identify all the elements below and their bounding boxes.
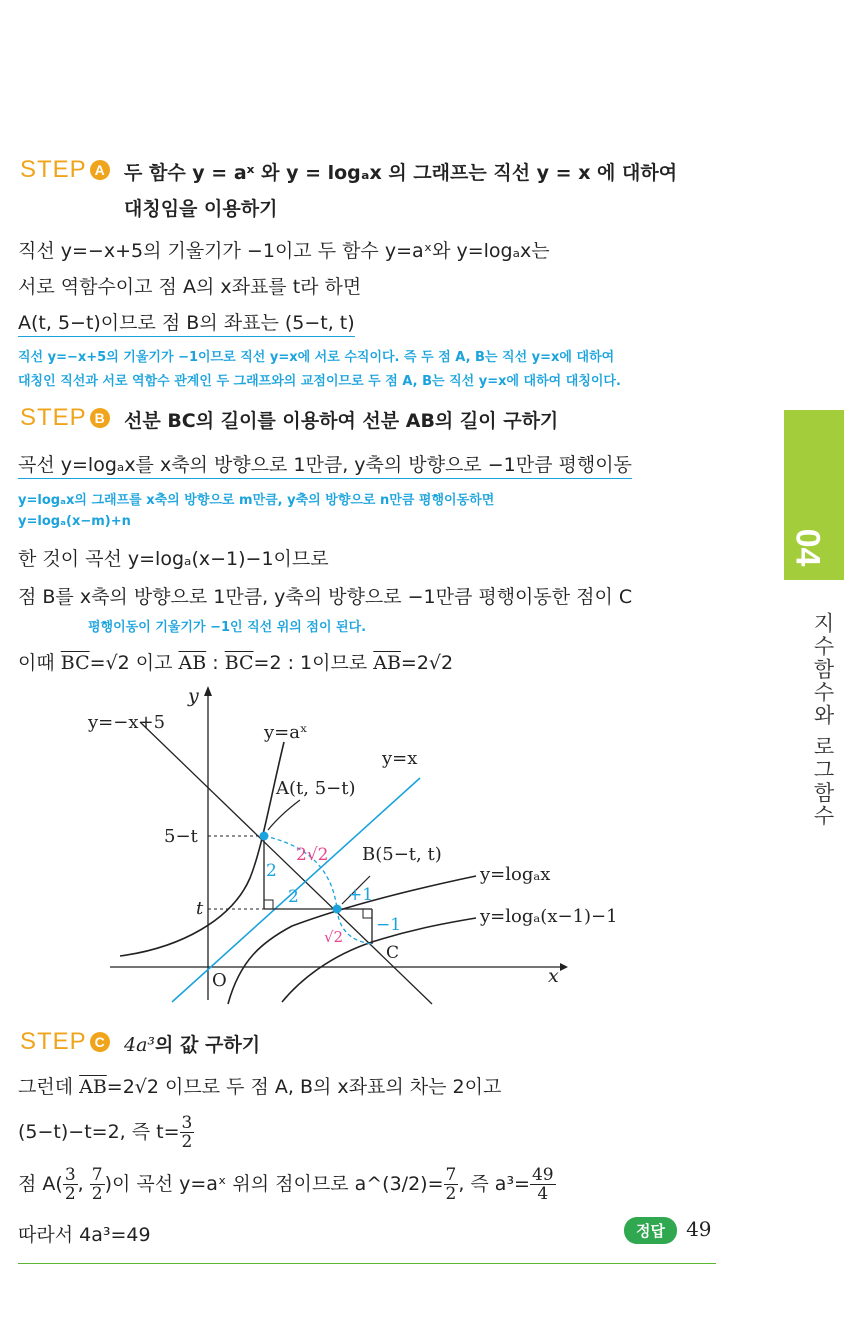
segment-ab: $\overline{AB}$ <box>178 652 207 674</box>
segment-bc: $\overline{BC}$ <box>60 652 90 674</box>
shifted-log-curve-label: y=logₐ(x−1)−1 <box>480 906 618 927</box>
line4-mid2: =2 : 1이므로 <box>253 652 374 674</box>
chapter-number: 04 <box>788 528 827 567</box>
segment-vertical-length: 2 <box>266 861 277 881</box>
step-b-note3: 평행이동이 기울기가 −1인 직선 위의 점이 된다. <box>88 620 367 635</box>
step-c-line1 <box>18 1072 501 1099</box>
line4-mid1: =√2 이고 <box>89 652 179 674</box>
answer-box <box>624 1217 712 1244</box>
segment-ab-length: 2√2 <box>296 845 329 865</box>
tick-5-minus-t: 5−t <box>164 826 198 847</box>
step-b-line1-text: 곡선 y=logₐx를 x축의 방향으로 1만큼, y축의 방향으로 −1만큼 평행이동 <box>18 454 632 479</box>
right-angle-mark-2 <box>363 909 372 918</box>
origin-label: O <box>212 970 227 991</box>
segment-plus-one: +1 <box>348 885 374 905</box>
bottom-divider <box>18 1263 716 1264</box>
segment-minus-one: −1 <box>376 915 402 935</box>
step-b-note1: y=logₐx의 그래프를 x축의 방향으로 m만큼, y축의 방향으로 n만큼 평행이동하면 <box>18 493 495 508</box>
fraction-seven-halves-den: 2 <box>445 1184 457 1204</box>
step-a-badge: A <box>90 160 110 180</box>
step-c-line4: 따라서 4a³=49 <box>18 1224 151 1246</box>
step-c-line2 <box>18 1114 194 1151</box>
step-b-line3: 점 B를 x축의 방향으로 1만큼, y축의 방향으로 −1만큼 평행이동한 점이 C <box>18 586 633 608</box>
step-c-title <box>124 1030 260 1057</box>
step-a-heading <box>20 156 110 184</box>
c-line1-rest: =2√2 이므로 두 점 A, B의 x좌표의 차는 2이고 <box>106 1076 502 1098</box>
fraction-seven-halves-num: 7 <box>445 1165 457 1185</box>
fraction-a-y-den: 2 <box>91 1184 103 1204</box>
line-neg-x-plus-5-label: y=−x+5 <box>88 712 166 733</box>
fraction-t-den: 2 <box>181 1132 193 1152</box>
arrow-to-a <box>268 800 300 830</box>
line4-end: =2√2 <box>400 652 454 674</box>
c-segment-ab: $\overline{AB}$ <box>79 1076 107 1098</box>
step-a-note1: 직선 y=−x+5의 기울기가 −1이므로 직선 y=x에 서로 수직이다. 즉 두 점 A, B는 직선 y=x에 대하여 <box>18 350 615 365</box>
step-c-title-text: 의 값 구하기 <box>155 1034 261 1056</box>
chapter-title: 지수함수와 로그함수 <box>811 612 835 828</box>
step-a-line1: 직선 y=−x+5의 기울기가 −1이고 두 함수 y=aˣ와 y=logₐx는 <box>18 240 550 262</box>
step-b-label: STEP <box>20 404 87 431</box>
segment-ab2: $\overline{AB}$ <box>373 652 401 674</box>
segment-root-two: √2 <box>324 928 344 946</box>
step-b-heading <box>20 404 110 432</box>
fraction-a-x <box>63 1166 78 1203</box>
step-c-badge: C <box>90 1032 110 1052</box>
segment-horizontal-length: 2 <box>288 887 299 907</box>
line4-colon: : <box>206 652 225 674</box>
fraction-t-num: 3 <box>181 1113 193 1133</box>
step-c-heading <box>20 1028 110 1056</box>
step-a-title-line2: 대칭임을 이용하기 <box>124 198 278 220</box>
point-b-label: B(5−t, t) <box>362 844 442 865</box>
answer-value: 49 <box>686 1217 712 1241</box>
answer-badge: 정답 <box>624 1217 677 1244</box>
step-b-line4 <box>18 648 453 675</box>
point-a-label: A(t, 5−t) <box>276 778 356 799</box>
step-a-line3-text: A(t, 5−t)이므로 점 B의 좌표는 (5−t, t) <box>18 312 355 337</box>
step-a-line3 <box>18 308 355 335</box>
step-a-note2: 대칭인 직선과 서로 역함수 관계인 두 그래프와의 교점이므로 두 점 A, B는 직선 y=x에 대하여 대칭이다. <box>18 374 621 389</box>
step-b-badge: B <box>90 408 110 428</box>
fraction-49-4-den: 4 <box>537 1184 549 1204</box>
step-c-title-math: 4a³ <box>124 1034 156 1056</box>
y-axis-label: y <box>188 685 199 707</box>
c-line2-pre: (5−t)−t=2, 즉 t= <box>18 1121 180 1143</box>
fraction-a-y <box>90 1166 105 1203</box>
c-line3-pre: 점 A( <box>18 1173 63 1195</box>
log-curve-label: y=logₐx <box>480 864 551 885</box>
step-b-title: 선분 BC의 길이를 이용하여 선분 AB의 길이 구하기 <box>124 410 559 432</box>
function-graph <box>0 680 780 1010</box>
step-b-note2: y=logₐ(x−m)+n <box>18 514 131 529</box>
fraction-a-y-num: 7 <box>91 1165 103 1185</box>
step-c-label: STEP <box>20 1028 87 1055</box>
fraction-a-x-den: 2 <box>64 1184 76 1204</box>
x-axis-label: x <box>548 965 559 987</box>
identity-line-label: y=x <box>382 748 418 769</box>
step-b-line1 <box>18 450 632 477</box>
c-line3-sep: , <box>77 1173 90 1195</box>
c-line3-mid2: , 즉 a³= <box>458 1173 530 1195</box>
step-a-line2: 서로 역함수이고 점 A의 x좌표를 t라 하면 <box>18 276 362 298</box>
c-line1-pre: 그런데 <box>18 1076 80 1098</box>
fraction-49-4-num: 49 <box>531 1165 554 1185</box>
exp-curve-label: y=aˣ <box>264 722 308 743</box>
segment-bc2: $\overline{BC}$ <box>224 652 254 674</box>
point-c-label: C <box>386 943 400 963</box>
fraction-a-x-num: 3 <box>64 1165 76 1185</box>
tick-t: t <box>196 898 204 919</box>
step-c-line3 <box>18 1166 556 1203</box>
c-line3-mid: )이 곡선 y=aˣ 위의 점이므로 a^(3/2)= <box>104 1173 444 1195</box>
fraction-49-4 <box>530 1166 556 1203</box>
fraction-seven-halves <box>444 1166 459 1203</box>
line4-pre: 이때 <box>18 652 61 674</box>
y-axis-arrow <box>204 686 212 696</box>
right-angle-mark-1 <box>264 900 273 909</box>
x-axis-arrow <box>560 963 568 971</box>
fraction-t <box>180 1114 195 1151</box>
step-b-line2: 한 것이 곡선 y=logₐ(x−1)−1이므로 <box>18 548 329 570</box>
point-a-dot <box>260 832 269 841</box>
step-a-label: STEP <box>20 156 87 183</box>
point-b-dot <box>333 905 342 914</box>
step-a-title-line1: 두 함수 y = aˣ 와 y = logₐx 의 그래프는 직선 y = x 에 대하여 <box>124 162 678 184</box>
